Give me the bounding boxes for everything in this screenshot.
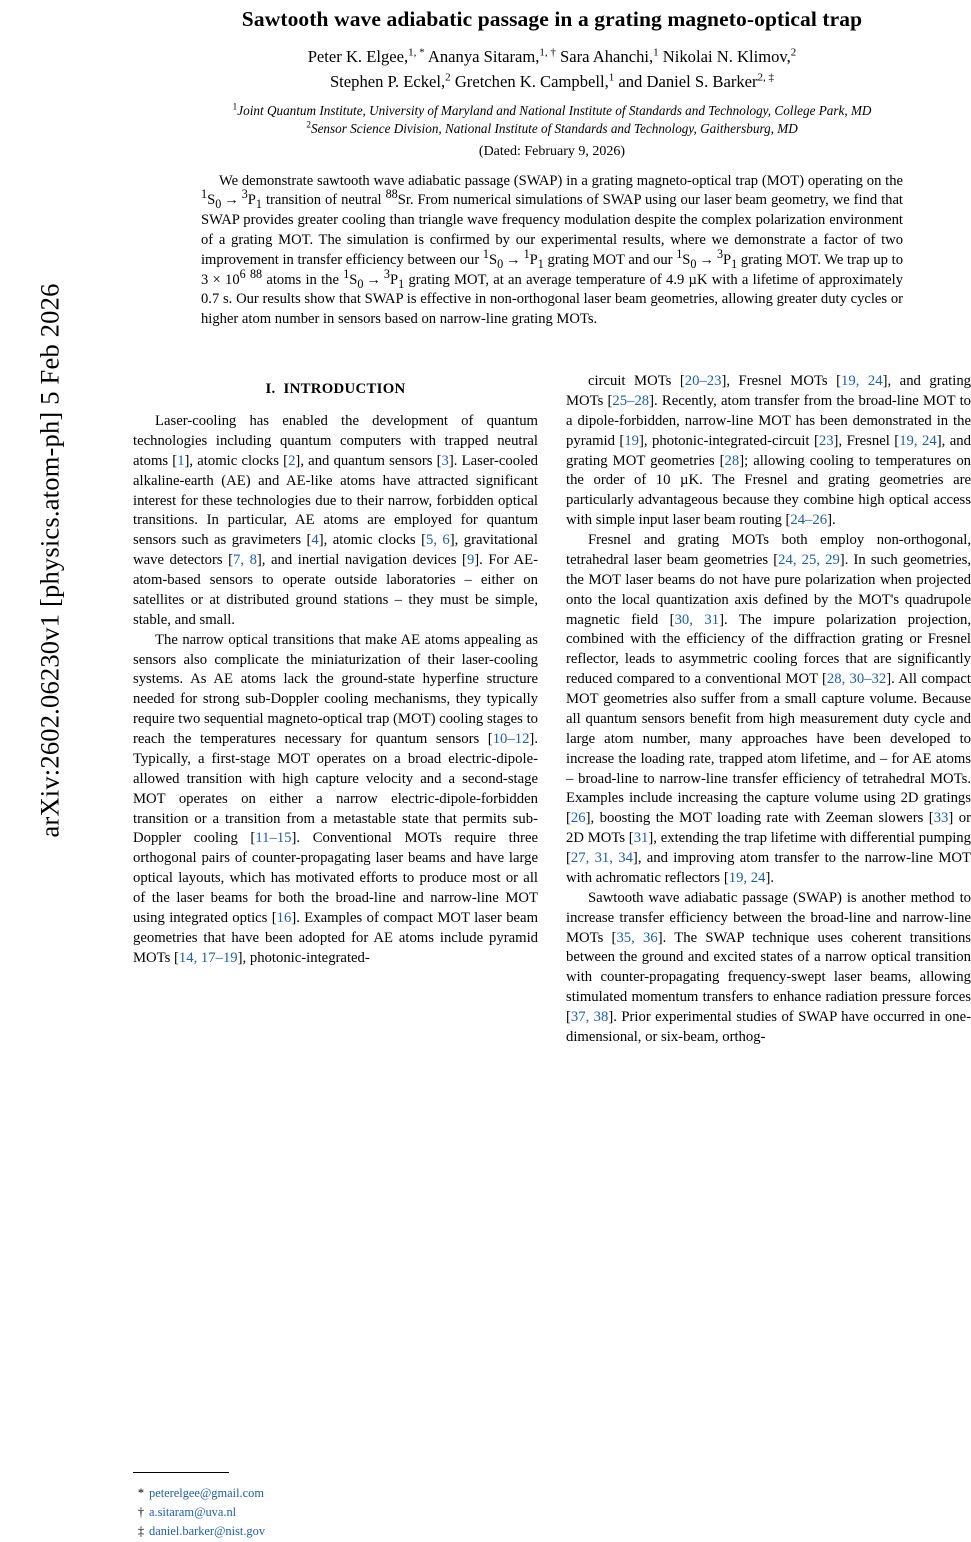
author-3-affil-marker: 1 — [653, 46, 659, 59]
paragraph: circuit MOTs [20–23], Fresnel MOTs [19, 24], and grating MOTs [25–28]. Recently, atom transfer from the broad-line MOT to a dipole-forbidden, narrow-line MOT has been demonstrated in the pyramid [19], photonic-integrated-circuit [23], Fresnel [19, 24], and grating MOT geometries [28]; allowing cooling to temperatures on the order of 10 µK. The Fresnel and grating geometries are particularly advantageous because they combine high optical access with simple input laser beam routing [24–26]. — [566, 373, 971, 529]
citation-link[interactable]: 19, 24 — [899, 432, 937, 449]
author-5: Stephen P. Eckel,$^2$ — [329, 71, 451, 91]
citation-link[interactable]: 37, 38 — [570, 1009, 609, 1025]
date-line: (Dated: February 9, 2026) — [478, 143, 626, 159]
footnote-divider — [133, 1472, 229, 1473]
footnote-symbol: ‡ — [137, 1524, 145, 1539]
author-5-affil-marker: 2 — [445, 71, 451, 84]
citation-link[interactable]: 16 — [276, 909, 292, 926]
transition-1s0-3p1-b: $^1S_0 \to ^3P_1$ — [676, 246, 738, 271]
transition-1s0-3p1-c: $^1S_0 \to ^3P_1$ — [343, 266, 405, 291]
abstract: We demonstrate sawtooth wave adiabatic passage (SWAP) in a grating magneto-optical trap (MOT) operating on the $^1S_0 \to ^3P_1$ transition of neutral $^{88}$Sr. From numerical simulations of SWAP using our laser beam geometry, we find that SWAP provides greater cooling than triangle wave frequency modulation despite the complex polarization environment of a grating MOT. The simulation is confirmed by our experimental results, where we demonstrate a factor of two improvement in transfer efficiency between our $^1S_0 \to ^1P_1$ grating MOT and our $^1S_0 \to ^3P_1$ grating MOT. We trap up to $3 \times 10^6$ $^{88}$ atoms in the $^1S_0 \to ^3P_1$ grating MOT, at an average temperature of 4.9 µK with a lifetime of approximately 0.7 s. Our results show that SWAP is effective in non-orthogonal laser beam geometries, allowing greater duty cycles or higher atom number in sensors based on narrow-line grating MOTs. — [201, 172, 904, 328]
paragraph: Fresnel and grating MOTs both employ non-orthogonal, tetrahedral laser beam geometries [24, 25, 29]. In such geometries, the MOT laser beams do not have pure polarization when projected onto the local quantization axis defined by the MOT's quadrupole magnetic field [30, 31]. The impure polarization projection, combined with the efficiency of the diffraction grating or Fresnel reflector, leads to asymmetric cooling forces that are significantly reduced compared to a conventional MOT [28, 30–32]. All compact MOT geometries also suffer from a small capture volume. Because all quantum sensors benefit from high measurement duty cycle and large atom number, many approaches have been developed to increase the loading rate, trapped atom lifetime, and – for AE atoms – broad-line to narrow-line transfer efficiency of tetrahedral MOTs. Examples include increasing the capture volume using 2D gratings [26], boosting the MOT loading rate with Zeeman slowers [33] or 2D MOTs [31], extending the trap lifetime with differential pumping [27, 31, 34], and improving atom transfer to the narrow-line MOT with achromatic reflectors [19, 24]. — [566, 532, 971, 886]
section-heading-introduction: I. INTRODUCTION — [265, 381, 406, 397]
citation-link[interactable]: 9 — [466, 552, 475, 569]
author-6: Gretchen K. Campbell,$^1$ — [450, 71, 615, 91]
citation-link[interactable]: 31 — [633, 830, 649, 847]
author-1: Peter K. Elgee,$^{1, *}$ — [307, 46, 425, 66]
citation-link[interactable]: 24–26 — [790, 512, 828, 529]
citation-link[interactable]: 11–15 — [255, 830, 292, 847]
author-1-affil-marker: 1, * — [408, 46, 425, 59]
citation-link[interactable]: 27, 31, 34 — [570, 850, 633, 866]
atom-number-value: $3 \times 10^6$ $^{88}$ — [201, 266, 263, 288]
citation-link[interactable]: 25–28 — [612, 392, 650, 409]
footnote-email-link[interactable]: peterelgee@gmail.com — [149, 1486, 264, 1500]
citation-link[interactable]: 4 — [311, 532, 319, 549]
footnote-item — [133, 1522, 538, 1541]
author-2: Ananya Sitaram,$^{1, \dagger}$ — [424, 46, 556, 66]
paragraph: The narrow optical transitions that make AE atoms appealing as sensors also complicate the miniaturization of their laser-cooling systems. As AE atoms lack the ground-state hyperfine structure needed for strong sub-Doppler cooling mechanisms, they typically require two sequential magneto-optical trap (MOT) cooling stages to reach the temperatures necessary for quantum sensors [10–12]. Typically, a first-stage MOT operates on a broad electric-dipole-allowed transition with high capture velocity and a second-stage MOT operates on either a narrow electric-dipole-forbidden transition or a transition from a metastable state that permits sub-Doppler cooling [11–15]. Conventional MOTs require three orthogonal pairs of counter-propagating laser beams and have large optical layouts, which has motivated efforts to produce most or all of the laser beams for both the broad-line and narrow-line MOT using integrated optics [16]. Examples of compact MOT laser beam geometries that have been adopted for AE atoms include pyramid MOTs [14, 17–19], photonic-integrated- — [133, 631, 538, 966]
citation-link[interactable]: 19 — [624, 432, 640, 449]
affiliation-1: $^1$Joint Quantum Institute, University of Maryland and National Institute of Standards and Technology, College Park, MD — [232, 102, 872, 118]
citation-link[interactable]: 19, 24 — [841, 373, 883, 389]
isotope-88: 88 — [385, 187, 398, 202]
author-7-affil-marker: 2, ‡ — [757, 71, 775, 84]
arxiv-identifier-stamp: arXiv:2602.06230v1 [physics.atom-ph] 5 Feb 2026 — [34, 283, 65, 838]
footnote-item — [133, 1484, 538, 1503]
author-6-affil-marker: 1 — [608, 71, 615, 84]
footnote-symbol: * — [137, 1486, 145, 1500]
author-7: and Daniel S. Barker$^{2, \ddagger}$ — [614, 71, 775, 91]
citation-link[interactable]: 19, 24 — [728, 869, 766, 886]
citation-link[interactable]: 33 — [933, 810, 949, 827]
footnote-list — [133, 1484, 538, 1542]
paragraph: Laser-cooling has enabled the development of quantum technologies including quantum computers with trapped neutral atoms [1], atomic clocks [2], and quantum sensors [3]. Laser-cooled alkaline-earth (AE) and AE-like atoms have attracted significant interest for these technologies due to their narrow, forbidden optical transitions. In particular, AE atoms are employed for quantum sensors such as gravimeters [4], atomic clocks [5, 6], gravitational wave detectors [7, 8], and inertial navigation devices [9]. For AE-atom-based sensors to operate outside laboratories – either on satellites or at distributed ground stations – they must be simple, stable, and small. — [133, 413, 539, 628]
page-title: Sawtooth wave adiabatic passage in a grating magneto-optical trap — [241, 7, 863, 31]
left-column — [133, 372, 539, 1539]
transition-1s0-3p1: $^1S_0 \to ^3P_1$ — [201, 187, 262, 212]
citation-link[interactable]: 1 — [177, 452, 185, 469]
citation-link[interactable]: 7, 8 — [233, 552, 257, 569]
author-3: Sara Ahanchi,$^1$ — [555, 46, 659, 66]
affiliations — [133, 102, 971, 138]
article-content — [133, 0, 971, 1539]
citation-link[interactable]: 20–23 — [684, 373, 722, 389]
author-4: Nikolai N. Klimov,$^2$ — [658, 46, 797, 66]
citation-link[interactable]: 30, 31 — [674, 611, 720, 628]
author-4-affil-marker: 2 — [790, 46, 797, 59]
citation-link[interactable]: 28 — [724, 452, 740, 469]
citation-link[interactable]: 35, 36 — [616, 929, 658, 946]
citation-link[interactable]: 26 — [570, 810, 586, 827]
citation-link[interactable]: 3 — [441, 452, 449, 469]
transition-1s0-1p1: $^1S_0 \to ^1P_1$ — [482, 246, 544, 271]
citation-link[interactable]: 23 — [818, 432, 834, 449]
citation-link[interactable]: 24, 25, 29 — [778, 551, 840, 568]
citation-link[interactable]: 28, 30–32 — [826, 671, 887, 688]
affiliation-2: $^2$Sensor Science Division, National Institute of Standards and Technology, Gaithersburg, MD — [306, 120, 798, 136]
author-list — [133, 45, 971, 95]
citation-link[interactable]: 2 — [288, 452, 296, 469]
author-2-affil-marker: 1, † — [539, 46, 556, 59]
two-column-body — [133, 372, 971, 1539]
footnote-email-link[interactable]: daniel.barker@nist.gov — [149, 1524, 266, 1539]
footnote-symbol: † — [137, 1505, 145, 1520]
footnote-email-link[interactable]: a.sitaram@uva.nl — [149, 1505, 237, 1520]
citation-link[interactable]: 10–12 — [492, 731, 530, 747]
right-column — [566, 372, 971, 1048]
citation-link[interactable]: 14, 17–19 — [178, 949, 238, 966]
footnote-item — [133, 1503, 538, 1522]
citation-link[interactable]: 5, 6 — [425, 532, 450, 549]
paragraph: Sawtooth wave adiabatic passage (SWAP) is another method to increase transfer efficiency between the broad-line and narrow-line MOTs [35, 36]. The SWAP technique uses coherent transitions between the ground and excited states of a narrow optical transition with counter-propagating frequency-swept laser beams, allowing stimulated momentum transfers to enhance radiation pressure forces [37, 38]. Prior experimental studies of SWAP have occurred in one-dimensional, or six-beam, orthog- — [566, 889, 971, 1045]
